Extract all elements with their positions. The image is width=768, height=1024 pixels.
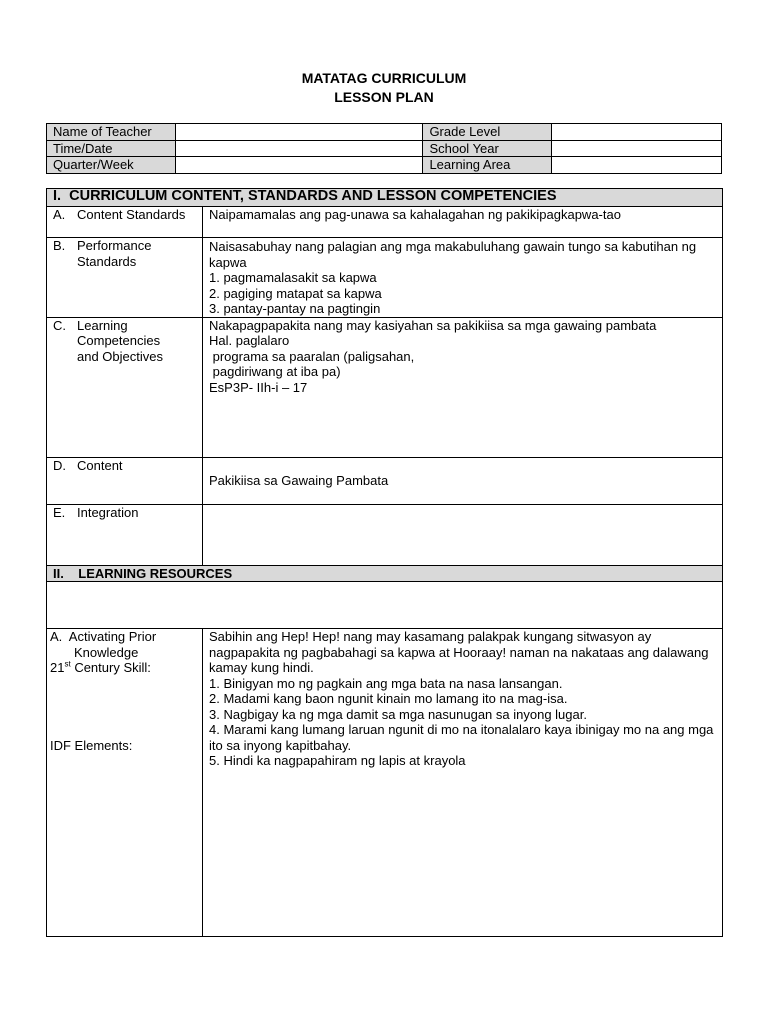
time-date-label: Time/Date: [47, 140, 176, 157]
name-of-teacher-label: Name of Teacher: [47, 124, 176, 141]
section2-title: LEARNING RESOURCES: [78, 565, 233, 581]
learning-competencies-row: [47, 317, 723, 457]
text-line: Pakikiisa sa Gawaing Pambata: [209, 473, 389, 488]
text-line: 4. Marami kang lumang laruan ngunit di mo na itonalalaro kaya ibinigay mo na ang mga ito sa inyong kapitbahay.: [209, 722, 718, 753]
text-line: Sabihin ang Hep! Hep! nang may kasamang palakpak kungang sitwasyon ay nagpapakita ng pagbabahagi sa kapwa at Hooraay! naman na nakataas ang dalawang kamay kung hindi.: [209, 629, 713, 675]
grade-level-label: Grade Level: [423, 124, 552, 141]
lesson-plan-table: [46, 188, 723, 937]
text-line: 1. Binigyan mo ng pagkain ang mga bata na nasa lansangan.: [209, 675, 563, 691]
content-label: [47, 457, 203, 504]
name-of-teacher-field[interactable]: [175, 124, 423, 141]
learning-area-label: Learning Area: [423, 157, 552, 174]
text-line: Naisasabuhay nang palagian ang mga makabuluhang gawain tungo sa kabutihan ng kapwa: [209, 239, 700, 270]
content-standards-row: [47, 207, 723, 238]
performance-standards-value[interactable]: [203, 238, 723, 318]
text-line: 5. Hindi ka nagpapahiram ng lapis at krayola: [209, 753, 466, 768]
section1-title: CURRICULUM CONTENT, STANDARDS AND LESSON COMPETENCIES: [69, 188, 557, 204]
text-line: 3. pantay-pantay na pagtingin: [209, 301, 381, 316]
activating-prior-knowledge-value[interactable]: [203, 629, 723, 937]
section1-number: I.: [53, 188, 62, 204]
item-label: A. Activating Prior: [50, 629, 157, 644]
item-label: and Objectives: [77, 348, 163, 364]
learning-competencies-value[interactable]: [203, 317, 723, 457]
content-value[interactable]: [203, 457, 723, 504]
section1-heading: [47, 189, 723, 207]
integration-label: [47, 504, 203, 565]
item-letter: A.: [53, 207, 66, 222]
quarter-week-field[interactable]: [175, 157, 423, 174]
time-date-field[interactable]: [175, 140, 423, 157]
text-line: Nakapagpapakita nang may kasiyahan sa pakikiisa sa mga gawaing pambata: [209, 317, 657, 333]
text-line: EsP3P- IIh-i – 17: [209, 379, 308, 395]
item-letter: D.: [53, 457, 66, 473]
section2-number: II.: [53, 565, 64, 581]
text-line: 2. pagiging matapat sa kapwa: [209, 285, 382, 301]
quarter-week-label: Quarter/Week: [47, 157, 176, 174]
text-line: Hal. paglalaro: [209, 333, 290, 348]
text-line: 2. Madami kang baon ngunit kinain mo lamang ito na mag-isa.: [209, 691, 568, 706]
learning-resources-value[interactable]: [47, 582, 723, 629]
content-standards-value[interactable]: Naipamamalas ang pag-unawa sa kahalagahan ng pakikipagkapwa-tao: [203, 207, 723, 238]
section2-heading-row: [47, 565, 723, 582]
page-subtitle: LESSON PLAN: [334, 89, 434, 105]
century-skill-label: 21st Century Skill:: [50, 659, 151, 675]
section1-heading-row: [47, 189, 723, 207]
text-line: programa sa paaralan (paligsahan,: [209, 348, 415, 364]
idf-elements-label: IDF Elements:: [50, 737, 133, 753]
item-label: Learning: [77, 317, 128, 333]
item-label: Content Standards: [77, 207, 186, 222]
grade-level-field[interactable]: [552, 124, 722, 141]
performance-standards-label: [47, 238, 203, 318]
item-label: Competencies: [77, 333, 161, 348]
content-row: [47, 457, 723, 504]
content-standards-label: [47, 207, 203, 238]
page-title: MATATAG CURRICULUM: [301, 70, 467, 86]
item-label: Knowledge: [74, 644, 139, 660]
integration-value[interactable]: [203, 504, 723, 565]
activating-prior-knowledge-label: [47, 629, 203, 937]
section2-heading: [47, 565, 723, 582]
learning-area-field[interactable]: [552, 157, 722, 174]
text-line: 1. pagmamalasakit sa kapwa: [209, 270, 377, 285]
performance-standards-row: [47, 238, 723, 318]
item-label: Performance Standards: [77, 238, 152, 269]
integration-row: [47, 504, 723, 565]
item-letter: E.: [53, 504, 66, 520]
learning-competencies-label: [47, 317, 203, 457]
item-letter: C.: [53, 317, 66, 333]
learning-resources-row: [47, 582, 723, 629]
activating-prior-knowledge-row: [47, 629, 723, 937]
info-table: [46, 123, 722, 174]
item-label: Integration: [77, 504, 139, 520]
school-year-label: School Year: [423, 140, 552, 157]
item-letter: B.: [53, 238, 66, 253]
text-line: 3. Nagbigay ka ng mga damit sa mga nasunugan sa inyong lugar.: [209, 706, 587, 722]
item-label: Content: [77, 457, 123, 473]
text-line: pagdiriwang at iba pa): [209, 364, 341, 379]
school-year-field[interactable]: [552, 140, 722, 157]
